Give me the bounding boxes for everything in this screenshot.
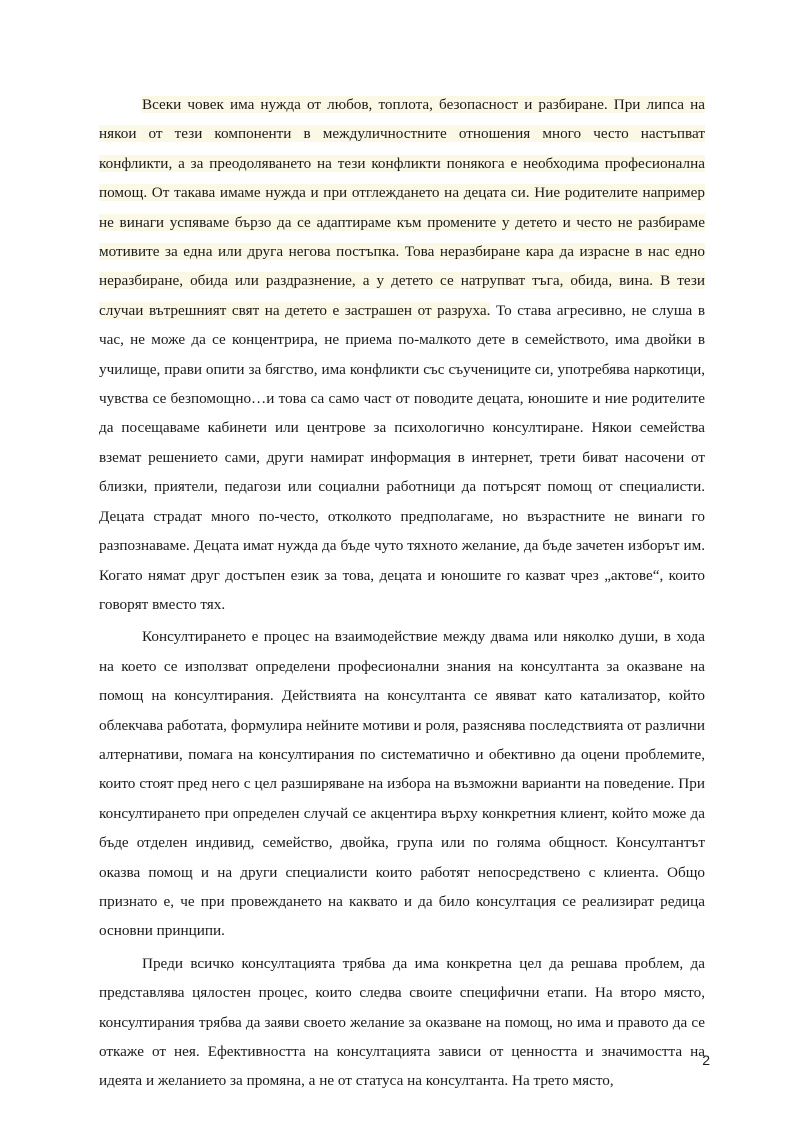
paragraph-3: [99, 949, 705, 1096]
paragraph-text: Преди всичко консултацията трябва да има конкретна цел да решава проблем, да представлява цялостен процес, които следва своите специфични етапи. На второ място, консултирания трябва да заяви своето желание за оказване на помощ, но има и правото да се откаже от нея. Ефективността на консултацията зависи от ценността и значимостта на идеята и желанието за промяна, а не от статуса на консултанта. На трето място,: [99, 954, 705, 1090]
paragraph-1: [99, 90, 705, 619]
paragraph-2: [99, 622, 705, 945]
document-body: [99, 90, 705, 1096]
page-number: 2: [702, 1052, 710, 1068]
paragraph-text: То става агресивно, не слуша в час, не може да се концентрира, не приема по-малкото дете в семейството, има двойки в училище, прави опити за бягство, има конфликти със съучениците си, употребява наркотици, чувства се безпомощно…и това са само част от поводите децата, юношите и ние родителите да посещаваме кабинети или центрове за психологично консултиране. Някои семейства вземат решението сами, други намират информация в интернет, трети биват насочени от близки, приятели, педагози или социални работници да потърсят помощ от специалисти. Децата страдат много по-често, отколкото предполагаме, но възрастните не винаги го разпознаваме. Децата имат нужда да бъде чуто тяхното желание, да бъде зачетен изборът им. Когато нямат друг достъпен език за това, децата и юношите го казват чрез „актове“, които говорят вместо тях.: [99, 301, 706, 613]
paragraph-text: Консултирането е процес на взаимодействие между двама или няколко души, в хода на което се използват определени професионални знания на консултанта за оказване на помощ на консултирания. Действията на консултанта се явяват като катализатор, който облекчава работата, формулира нейните мотиви и роля, разяснява последствията от различни алтернативи, помага на консултирания по систематично и обективно да оцени проблемите, които стоят пред него с цел разширяване на избора на възможни варианти на поведение. При консултирането при определен случай се акцентира върху конкретния клиент, който може да бъде отделен индивид, семейство, двойка, група или по голяма общност. Консултантът оказва помощ и на други специалисти които работят непосредствено с клиента. Общо признато е, че при провеждането на каквато и да било консултация се реализират редица основни принципи.: [99, 628, 705, 940]
highlighted-text: Всеки човек има нужда от любов, топлота, безопасност и разбиране. При липса на някои от тези компоненти в междуличностните отношения много често настъпват конфликти, а за преодоляването на тези конфликти понякога е необходима професионална помощ. От такава имаме нужда и при отглеждането на децата си. Ние родителите например не винаги успяваме бързо да се адаптираме към промените у детето и често не разбираме мотивите за една или друга негова постъпка. Това неразбиране кара да израсне в нас едно неразбиране, обида или раздразнение, а у детето се натрупват тъга, обида, вина. В тези случаи вътрешният свят на детето е застрашен от разруха.: [99, 96, 705, 319]
